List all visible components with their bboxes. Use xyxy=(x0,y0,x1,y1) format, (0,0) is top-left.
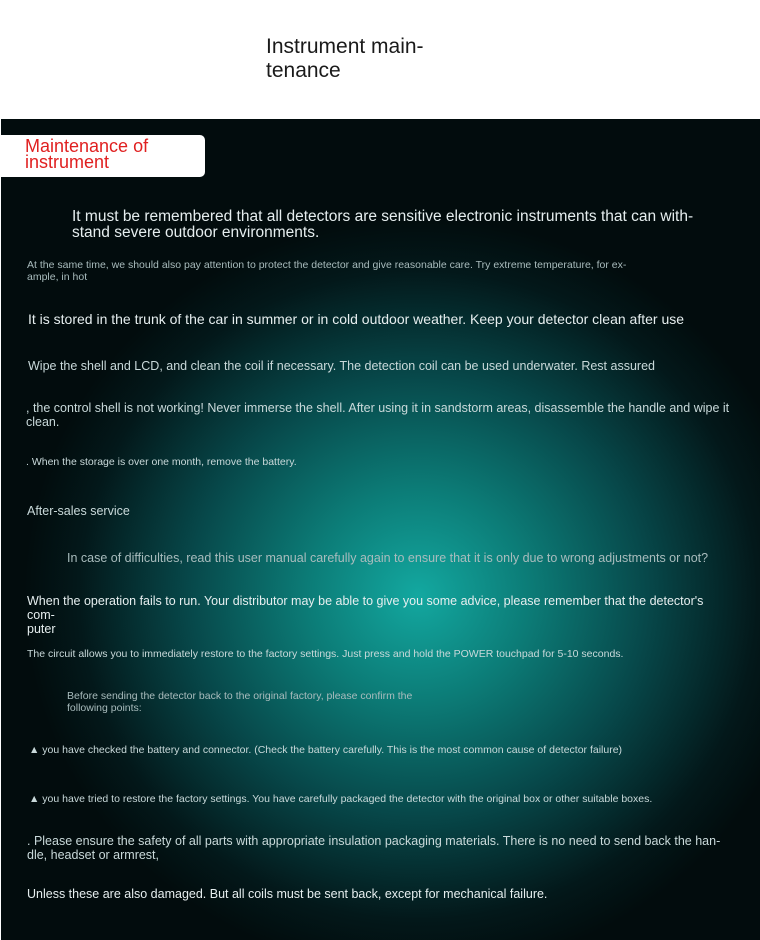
checklist-item-battery: ▲ you have checked the battery and connector. (Check the battery carefully. This is the most common cause of detector failure) xyxy=(29,744,623,756)
paragraph-coils-sent-back: Unless these are also damaged. But all coils must be sent back, except for mechanical failure. xyxy=(27,887,548,901)
paragraph-wipe-shell: Wipe the shell and LCD, and clean the coil if necessary. The detection coil can be used underwater. Rest assured xyxy=(28,359,655,373)
paragraph-trunk-storage: It is stored in the trunk of the car in summer or in cold outdoor weather. Keep your detector clean after use xyxy=(28,311,685,327)
paragraph-difficulties: In case of difficulties, read this user manual carefully again to ensure that it is only due to wrong adjustments or not? xyxy=(67,551,709,565)
section-tab-label: Maintenance of instrument xyxy=(25,136,149,172)
paragraph-insulation-packaging: . Please ensure the safety of all parts with appropriate insulation packaging materials. There is no need to send back the han- dle, headset or armrest, xyxy=(27,834,721,862)
paragraph-factory-reset: The circuit allows you to immediately restore to the factory settings. Just press and hold the POWER touchpad for 5-10 seconds. xyxy=(27,648,624,660)
content-panel xyxy=(1,119,760,940)
paragraph-before-sending: Before sending the detector back to the original factory, please confirm the following points: xyxy=(67,690,413,714)
paragraph-control-shell: , the control shell is not working! Never immerse the shell. After using it in sandstorm areas, disassemble the handle and wipe it clean. xyxy=(26,401,730,429)
paragraph-operation-fails: When the operation fails to run. Your distributor may be able to give you some advice, please remember that the detector's com- puter xyxy=(27,594,704,636)
page-title: Instrument main- tenance xyxy=(266,35,424,82)
section-tab xyxy=(1,135,205,177)
heading-after-sales-service: After-sales service xyxy=(27,504,130,518)
paragraph-detectors-sensitive: It must be remembered that all detectors are sensitive electronic instruments that can with- stand severe outdoor environments. xyxy=(72,208,694,241)
paragraph-protect-detector: At the same time, we should also pay attention to protect the detector and give reasonable care. Try extreme temperature, for ex- ample, in hot xyxy=(27,259,627,283)
page-header xyxy=(0,0,760,118)
paragraph-remove-battery: . When the storage is over one month, remove the battery. xyxy=(26,456,297,468)
checklist-item-factory-settings: ▲ you have tried to restore the factory settings. You have carefully packaged the detector with the original box or other suitable boxes. xyxy=(29,793,653,805)
